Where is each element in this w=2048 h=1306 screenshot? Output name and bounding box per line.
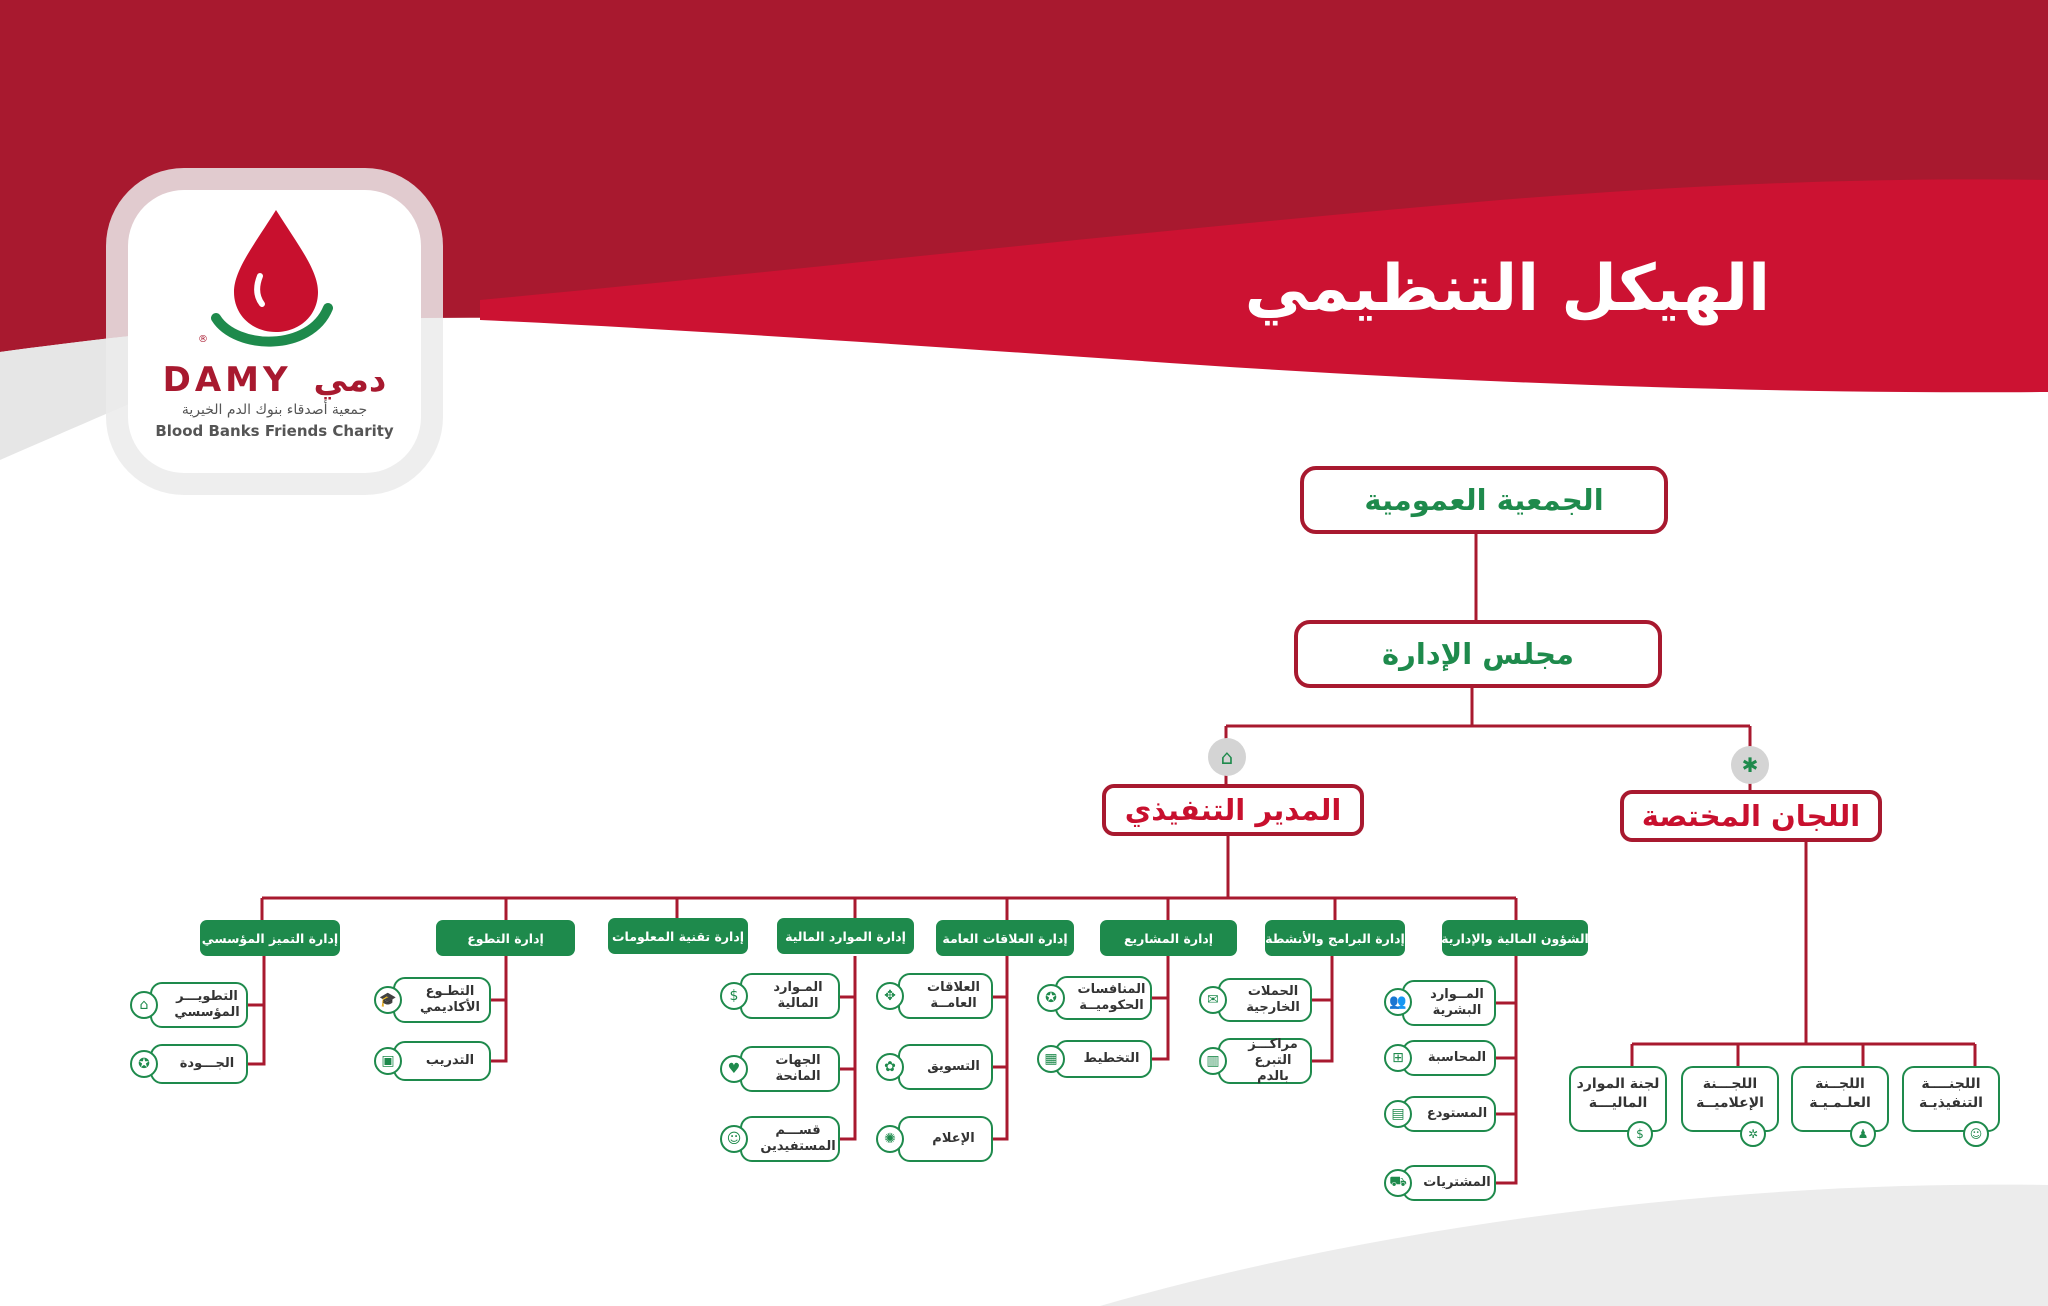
- committee-media: اللجـــنة الإعلاميــة: [1681, 1066, 1779, 1132]
- people-icon: 👥: [1384, 988, 1412, 1016]
- committee-financial-resources: لجنة الموارد الماليـــة: [1569, 1066, 1667, 1132]
- svg-text:®: ®: [198, 334, 208, 345]
- brand-subtitle-en: Blood Banks Friends Charity: [155, 422, 394, 440]
- graduation-icon: 🎓: [374, 986, 402, 1014]
- group-icon: ✲: [1740, 1121, 1766, 1147]
- marketing-icon: ✿: [876, 1053, 904, 1081]
- sub-unit: الإعلام: [898, 1116, 993, 1162]
- sub-unit: قســـم المستفيدين: [740, 1116, 840, 1162]
- committees-head-box: اللجان المختصة: [1620, 790, 1882, 842]
- sub-unit: مراكـــز التبرع بالدم: [1218, 1038, 1312, 1084]
- sub-unit: التطويـــر المؤسسي: [150, 982, 248, 1028]
- dept-public-relations: إدارة العلاقات العامة: [936, 920, 1074, 956]
- money-icon: $: [720, 982, 748, 1010]
- brand-name-ar: دمي: [313, 360, 387, 400]
- media-icon: ✺: [876, 1125, 904, 1153]
- dept-projects: إدارة المشاريع: [1100, 920, 1237, 956]
- sub-unit: التسويق: [898, 1044, 993, 1090]
- quality-icon: ✪: [130, 1050, 158, 1078]
- campaign-icon: ✉: [1199, 986, 1227, 1014]
- sub-unit: الجـــودة: [150, 1044, 248, 1084]
- committee-scientific: اللجــنة العلـمـيـة: [1791, 1066, 1889, 1132]
- executive-director-box: المدير التنفيذي: [1102, 784, 1364, 836]
- award-icon: ✪: [1037, 984, 1065, 1012]
- sub-unit: العلاقات العامــة: [898, 973, 993, 1019]
- sub-unit: المستودع: [1402, 1096, 1496, 1132]
- sub-unit: المحاسبة: [1402, 1040, 1496, 1076]
- beneficiary-icon: ☺: [720, 1125, 748, 1153]
- committee-executive: اللجنــــة التنفيذيـة: [1902, 1066, 2000, 1132]
- person-icon: ☺: [1963, 1121, 1989, 1147]
- general-assembly-box: الجمعية العمومية: [1300, 466, 1668, 534]
- dept-it: إدارة تقنية المعلومات: [608, 918, 748, 954]
- sub-unit: المشتريات: [1402, 1165, 1496, 1201]
- board-box: مجلس الإدارة: [1294, 620, 1662, 688]
- people-icon: ♟: [1850, 1121, 1876, 1147]
- coins-icon: $: [1627, 1121, 1653, 1147]
- training-icon: ▣: [374, 1047, 402, 1075]
- sub-unit: الحملات الخارجية: [1218, 978, 1312, 1022]
- dept-financial-resources: إدارة الموارد المالية: [777, 918, 914, 954]
- calendar-icon: ▦: [1037, 1045, 1065, 1073]
- dept-excellence: إدارة التميز المؤسسي: [200, 920, 340, 956]
- brand-subtitle-ar: جمعية أصدقاء بنوك الدم الخيرية: [181, 402, 368, 418]
- dept-finance-admin: الشؤون المالية والإدارية: [1442, 920, 1588, 956]
- page-title: الهيكل التنظيمي: [1244, 252, 1770, 326]
- sub-unit: المنافسات الحكوميــة: [1055, 976, 1152, 1020]
- warehouse-icon: ▤: [1384, 1100, 1412, 1128]
- team-icon: ✱: [1731, 746, 1769, 784]
- dept-programs: إدارة البرامج والأنشطة: [1265, 920, 1405, 956]
- institution-icon: ⌂: [130, 991, 158, 1019]
- sub-unit: التطـوع الأكاديمي: [393, 977, 491, 1023]
- briefcase-icon: ⌂: [1208, 738, 1246, 776]
- sub-unit: التدريب: [393, 1041, 491, 1081]
- brand-name-en: DAMY: [162, 360, 292, 400]
- handshake-icon: ✥: [876, 982, 904, 1010]
- sub-unit: التخطيط: [1055, 1040, 1152, 1078]
- sub-unit: المـوارد المالية: [740, 973, 840, 1019]
- building-icon: ▥: [1199, 1047, 1227, 1075]
- dept-volunteering: إدارة التطوع: [436, 920, 575, 956]
- donor-icon: ♥: [720, 1055, 748, 1083]
- calculator-icon: ⊞: [1384, 1044, 1412, 1072]
- cart-icon: ⛟: [1384, 1169, 1412, 1197]
- sub-unit: المــوارد البشرية: [1402, 980, 1496, 1026]
- sub-unit: الجهات المانحة: [740, 1046, 840, 1092]
